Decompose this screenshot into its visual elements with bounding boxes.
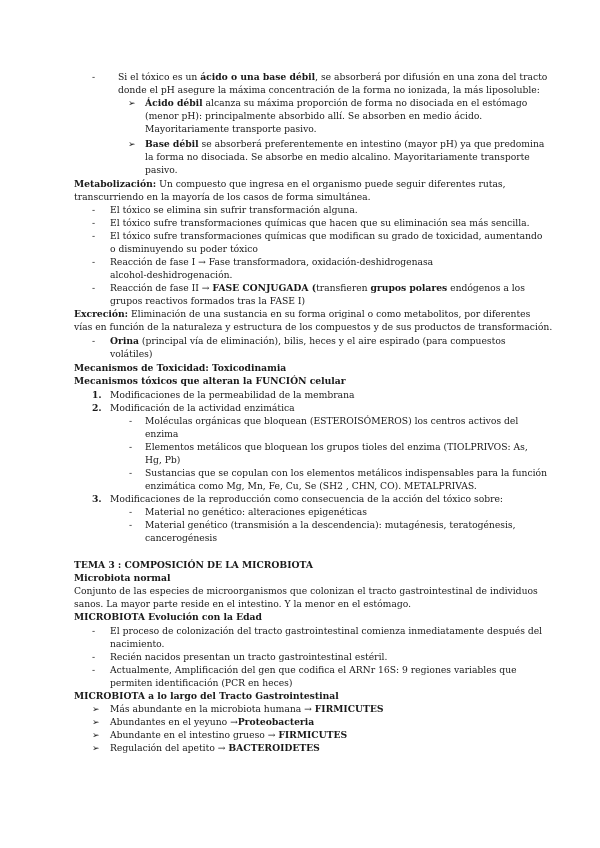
list-number: 1. [92, 390, 102, 401]
list-item: El tóxico sufre transformaciones químicas que hacen que su eliminación sea más sencilla. [110, 218, 530, 229]
text-line: la forma no disociada. Se absorbe en medio alcalino. Mayoritariamente transporte [145, 152, 530, 163]
list-item: El tóxico se elimina sin sufrir transformación alguna. [110, 205, 358, 216]
bullet-dash: - [92, 626, 96, 637]
text-line: pasivo. [145, 165, 178, 176]
list-item: El tóxico sufre transformaciones químicas que modifican su grado de toxicidad, aumentando [110, 231, 543, 242]
list-item: Orina (principal vía de eliminación), bilis, heces y el aire espirado (para compuestos [110, 336, 506, 347]
list-item: Modificaciones de la reproducción como consecuencia de la acción del tóxico sobre: [110, 494, 504, 505]
list-item: Abundantes en el yeyuno →Proteobacteria [110, 717, 315, 728]
list-item: Reacción de fase I → Fase transformadora, oxidación-deshidrogenasa [110, 257, 434, 268]
section-heading: Mecanismos tóxicos que alteran la FUNCIÓN celular [74, 376, 346, 387]
section-heading: Microbiota normal [74, 573, 171, 584]
text-line: volátiles) [110, 349, 153, 360]
bullet-dash: - [92, 205, 96, 216]
section-paragraph: Metabolización: Un compuesto que ingresa en el organismo puede seguir diferentes rutas, [74, 179, 506, 190]
text-line: alcohol-deshidrogenación. [110, 270, 233, 281]
arrow-bullet-icon: ➢ [128, 99, 136, 109]
page-title: TEMA 3 : COMPOSICIÓN DE LA MICROBIOTA [74, 560, 313, 571]
arrow-bullet-icon: ➢ [92, 705, 100, 715]
arrow-bullet-icon: ➢ [92, 731, 100, 741]
bullet-dash: - [92, 72, 96, 83]
list-item: Modificaciones de la permeabilidad de la membrana [110, 390, 355, 401]
text-line: donde el pH asegure la máxima concentración de la forma no ionizada, la más liposoluble: [118, 85, 540, 96]
section-heading: MICROBIOTA a lo largo del Tracto Gastrointestinal [74, 691, 339, 702]
bullet-dash: - [129, 520, 133, 531]
text-line: Base débil se absorberá preferentemente en intestino (mayor pH) ya que predomina [145, 139, 545, 150]
list-number: 3. [92, 494, 102, 505]
bullet-dash: - [92, 652, 96, 663]
arrow-bullet-icon: ➢ [128, 140, 136, 150]
list-item: Moléculas orgánicas que bloquean (ESTEROISÓMEROS) los centros activos del [145, 416, 519, 427]
list-item: Regulación del apetito → BACTEROIDETES [110, 743, 320, 754]
section-paragraph: Excreción: Eliminación de una sustancia en su forma original o como metabolitos, por diferentes [74, 309, 531, 320]
section-heading: Mecanismos de Toxicidad: Toxicodinamia [74, 363, 287, 374]
text-line: Hg, Pb) [145, 455, 181, 466]
text-line: transcurriendo en la mayoría de los casos de forma simultánea. [74, 192, 371, 203]
bullet-dash: - [92, 283, 96, 294]
arrow-bullet-icon: ➢ [92, 744, 100, 754]
bullet-dash: - [129, 507, 133, 518]
bullet-dash: - [92, 231, 96, 242]
section-heading: MICROBIOTA Evolución con la Edad [74, 612, 262, 623]
text-line: enzimática como Mg, Mn, Fe, Cu, Se (SH2 , CHN, CO). METALPRIVAS. [145, 481, 477, 492]
text-line: sanos. La mayor parte reside en el intestino. Y la menor en el estómago. [74, 599, 412, 610]
list-item: Elementos metálicos que bloquean los grupos tioles del enzima (TIOLPRIVOS: As, [145, 442, 528, 453]
bullet-dash: - [92, 218, 96, 229]
text-line: grupos reactivos formados tras la FASE I) [110, 296, 306, 307]
text-line: Ácido débil alcanza su máxima proporción de forma no disociada en el estómago [145, 98, 528, 109]
bullet-dash: - [129, 416, 133, 427]
list-item: Material no genético: alteraciones epigenéticas [145, 507, 367, 518]
bullet-dash: - [92, 665, 96, 676]
text-line: permiten identificación (PCR en heces) [110, 678, 293, 689]
text-line: cancerogénesis [145, 533, 218, 544]
text-line: Mayoritariamente transporte pasivo. [145, 124, 317, 135]
list-item: Sustancias que se copulan con los elementos metálicos indispensables para la función [145, 468, 547, 479]
list-item: Recién nacidos presentan un tracto gastrointestinal estéril. [110, 652, 388, 663]
bullet-dash: - [129, 468, 133, 479]
text-line: (menor pH): principalmente absorbido allí. Se absorben en medio ácido. [145, 111, 483, 122]
list-item: Actualmente, Amplificación del gen que codifica el ARNr 16S: 9 regiones variables que [110, 665, 517, 676]
text-line: vías en función de la naturaleza y estructura de los compuestos y de sus productos de transformación. [74, 322, 553, 333]
text-line: Conjunto de las especies de microorganismos que colonizan el tracto gastrointestinal de individuos [74, 586, 538, 597]
list-item: Material genético (transmisión a la descendencia): mutagénesis, teratogénesis, [145, 520, 516, 531]
text-line: nacimiento. [110, 639, 165, 650]
list-item: Más abundante en la microbiota humana → FIRMICUTES [110, 704, 384, 715]
arrow-bullet-icon: ➢ [92, 718, 100, 728]
list-item: Modificación de la actividad enzimática [110, 403, 295, 414]
list-item: Abundante en el intestino grueso → FIRMICUTES [110, 730, 348, 741]
text-line: enzima [145, 429, 179, 440]
bullet-dash: - [129, 442, 133, 453]
text-line: o disminuyendo su poder tóxico [110, 244, 258, 255]
text-line: Si el tóxico es un ácido o una base débil, se absorberá por difusión en una zona del tracto [118, 72, 548, 83]
list-item: Reacción de fase II → FASE CONJUGADA (transfieren grupos polares endógenos a los [110, 283, 525, 294]
bullet-dash: - [92, 257, 96, 268]
bullet-dash: - [92, 336, 96, 347]
list-number: 2. [92, 403, 102, 414]
list-item: El proceso de colonización del tracto gastrointestinal comienza inmediatamente después del [110, 626, 543, 637]
